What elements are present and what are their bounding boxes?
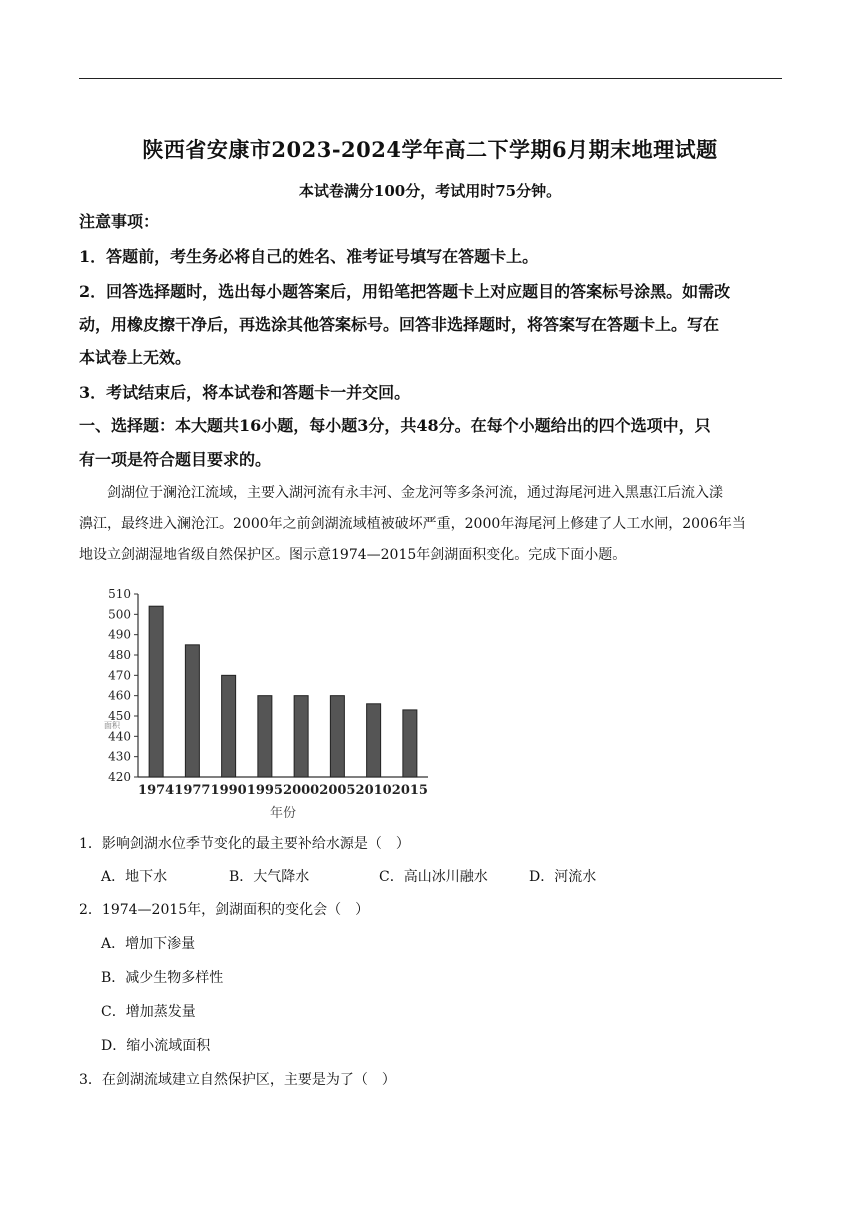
bars <box>149 606 417 777</box>
y-tick-label: 490 <box>108 627 131 642</box>
x-axis-label: 年份 <box>269 806 297 821</box>
bar-1990 <box>222 675 236 777</box>
bar-1995 <box>258 696 272 777</box>
passage <box>79 478 782 571</box>
y-tick-label: 470 <box>108 668 131 683</box>
x-tick-label: 2015 <box>391 783 428 798</box>
notes-item-1: 1．答题前，考生务必将自己的姓名、准考证号填写在答题卡上。 <box>79 247 539 266</box>
notes-item-2-line-3: 本试卷上无效。 <box>79 348 192 367</box>
bar-2010 <box>367 704 381 777</box>
y-tick-label: 480 <box>108 648 131 662</box>
question-2-option-c[interactable]: C．增加蒸发量 <box>101 1004 196 1020</box>
notes-heading: 注意事项： <box>79 212 160 231</box>
x-tick-label: 1974 <box>138 783 175 798</box>
y-tick-label: 430 <box>108 749 131 764</box>
y-tick-label: 460 <box>108 688 131 703</box>
notes-item-3: 3．考试结束后，将本试卷和答题卡一并交回。 <box>79 383 411 402</box>
question-2-option-b[interactable]: B．减少生物多样性 <box>101 970 224 986</box>
x-tick-label: 1977 <box>174 783 211 798</box>
x-tick-label: 2005 <box>319 783 356 798</box>
question-1-option-b[interactable]: B．大气降水 <box>229 869 310 885</box>
notes-item-2-line-1: 2．回答选择题时，选出每小题答案后，用铅笔把答题卡上对应题目的答案标号涂黑。如需改 <box>79 282 731 301</box>
bar-1974 <box>149 606 163 777</box>
y-tick-label: 450 <box>108 709 131 723</box>
y-tick-label: 510 <box>108 587 131 601</box>
header-rule <box>79 78 782 79</box>
question-1-option-d[interactable]: D．河流水 <box>529 869 597 885</box>
lake-area-bar-chart <box>88 584 438 824</box>
question-2-stem: 2．1974—2015年，剑湖面积的变化会（ ） <box>79 902 370 918</box>
passage-line-2: 濞江，最终进入澜沧江。2000年之前剑湖流域植被破坏严重，2000年海尾河上修建了人工水闸，2006年当 <box>79 516 746 532</box>
section-heading-line-2: 有一项是符合题目要求的。 <box>79 450 272 469</box>
x-tick-label: 2000 <box>283 783 320 798</box>
question-3-stem: 3．在剑湖流域建立自然保护区，主要是为了（ ） <box>79 1072 396 1088</box>
passage-line-1: 剑湖位于澜沧江流域，主要入湖河流有永丰河、金龙河等多条河流，通过海尾河进入黑惠江后流入漾 <box>107 485 723 501</box>
bar-2000 <box>294 696 308 777</box>
y-tick-label: 500 <box>108 607 131 622</box>
y-tick-label: 440 <box>108 729 131 744</box>
notes-item-2-line-2: 动，用橡皮擦干净后，再选涂其他答案标号。回答非选择题时，将答案写在答题卡上。写在 <box>79 315 720 334</box>
passage-line-3: 地设立剑湖湿地省级自然保护区。图示意1974—2015年剑湖面积变化。完成下面小题。 <box>79 547 627 563</box>
x-axis-tick-labels <box>138 783 428 798</box>
question-1-option-a[interactable]: A．地下水 <box>101 869 168 885</box>
question-1-option-c[interactable]: C．高山冰川融水 <box>379 869 488 885</box>
y-tick-label: 420 <box>108 770 131 784</box>
x-tick-label: 1995 <box>246 783 283 798</box>
bar-1977 <box>185 645 199 777</box>
y-axis-ticks <box>108 587 138 784</box>
section-heading-line-1: 一、选择题：本大题共16小题，每小题3分，共48分。在每个小题给出的四个选项中，只 <box>79 416 711 435</box>
page-title: 陕西省安康市2023-2024学年高二下学期6月期末地理试题 <box>142 137 718 162</box>
y-axis-label: 面积 <box>104 721 120 730</box>
exam-info: 本试卷满分100分，考试用时75分钟。 <box>298 182 562 200</box>
question-2-option-d[interactable]: D．缩小流域面积 <box>101 1038 211 1054</box>
bar-2005 <box>330 696 344 777</box>
bar-2015 <box>403 710 417 777</box>
question-1-stem: 1．影响剑湖水位季节变化的最主要补给水源是（ ） <box>79 836 410 852</box>
question-2-option-a[interactable]: A．增加下渗量 <box>101 936 196 952</box>
x-tick-label: 2010 <box>355 783 392 798</box>
x-tick-label: 1990 <box>210 783 247 798</box>
